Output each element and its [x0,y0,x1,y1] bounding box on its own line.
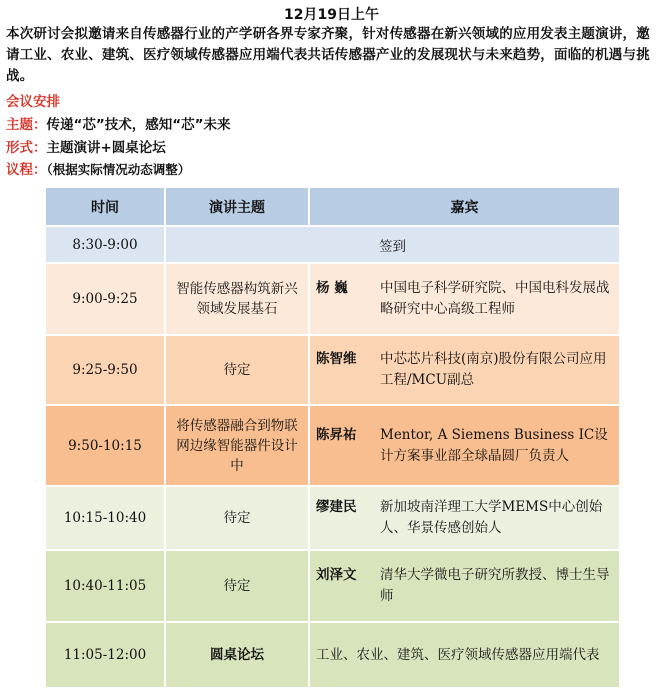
guest-cell [309,335,620,405]
topic-cell: 将传感器融合到物联网边缘智能器件设计中 [165,405,309,486]
table-row [45,486,620,550]
format-value: 主题演讲+圆桌论坛 [46,140,166,156]
header-topic: 演讲主题 [165,187,309,226]
guest-desc: 中国电子科学研究院、中国电科发展战略研究中心高级工程师 [380,280,610,317]
time-cell: 10:40-11:05 [45,550,165,622]
agenda-note: （根据实际情况动态调整） [46,162,191,177]
date-heading: 12月19日上午 [284,7,379,23]
guest-name: 缪建民 [316,499,357,515]
guest-name: 刘泽文 [316,567,357,583]
guest-desc: Mentor, A Siemens Business IC设计方案事业部全球晶圆厂负责人 [380,426,608,464]
guest-desc: 清华大学微电子研究所教授、博士生导师 [380,567,610,604]
topic-cell: 待定 [165,486,309,550]
guest-name: 陈智维 [316,351,357,367]
guest-cell [309,550,620,622]
header-guest: 嘉宾 [309,187,620,226]
section-title: 会议安排 [6,94,60,110]
guest-name: 杨 巍 [316,280,348,296]
topic-cell: 待定 [165,550,309,622]
table-row [45,335,620,405]
topic-cell: 智能传感器构筑新兴领域发展基石 [165,263,309,335]
agenda-line [6,158,190,178]
intro-paragraph: 本次研讨会拟邀请来自传感器行业的产学研各界专家齐聚，针对传感器在新兴领域的应用发表主题演讲，邀请工业、农业、建筑、医疗领域传感器应用端代表共话传感器产业的发展现状与未来趋势，面临的机遇与挑战。 [6,26,650,84]
table-row-checkin [45,226,620,263]
guest-desc: 新加坡南洋理工大学MEMS中心创始人、华景传感创始人 [380,499,603,536]
table-row [45,263,620,335]
checkin-cell: 签到 [165,226,620,263]
guest-cell [309,486,620,550]
table-header-row [45,187,620,226]
guest-name: 陈昇祐 [316,426,357,443]
theme-value: 传递“芯”技术，感知“芯”未来 [46,117,231,133]
table-row [45,550,620,622]
format-label: 形式： [6,140,47,156]
topic-cell: 圆桌论坛 [165,622,309,688]
time-cell: 8:30-9:00 [45,226,165,263]
time-cell: 9:50-10:15 [45,405,165,486]
time-cell: 9:00-9:25 [45,263,165,335]
guest-cell [309,263,620,335]
agenda-label: 议程： [6,162,47,178]
format-line [6,136,166,156]
time-cell: 11:05-12:00 [45,622,165,688]
header-time: 时间 [45,187,165,226]
theme-label: 主题： [6,117,47,133]
topic-cell: 待定 [165,335,309,405]
table-row-roundtable [45,622,620,688]
guest-desc: 中芯芯片科技(南京)股份有限公司应用工程/MCU副总 [380,351,607,388]
agenda-table [44,186,621,689]
table-row [45,405,620,486]
time-cell: 10:15-10:40 [45,486,165,550]
guest-cell [309,405,620,486]
theme-line [6,113,231,133]
guest-cell: 工业、农业、建筑、医疗领域传感器应用端代表 [309,622,620,688]
time-cell: 9:25-9:50 [45,335,165,405]
